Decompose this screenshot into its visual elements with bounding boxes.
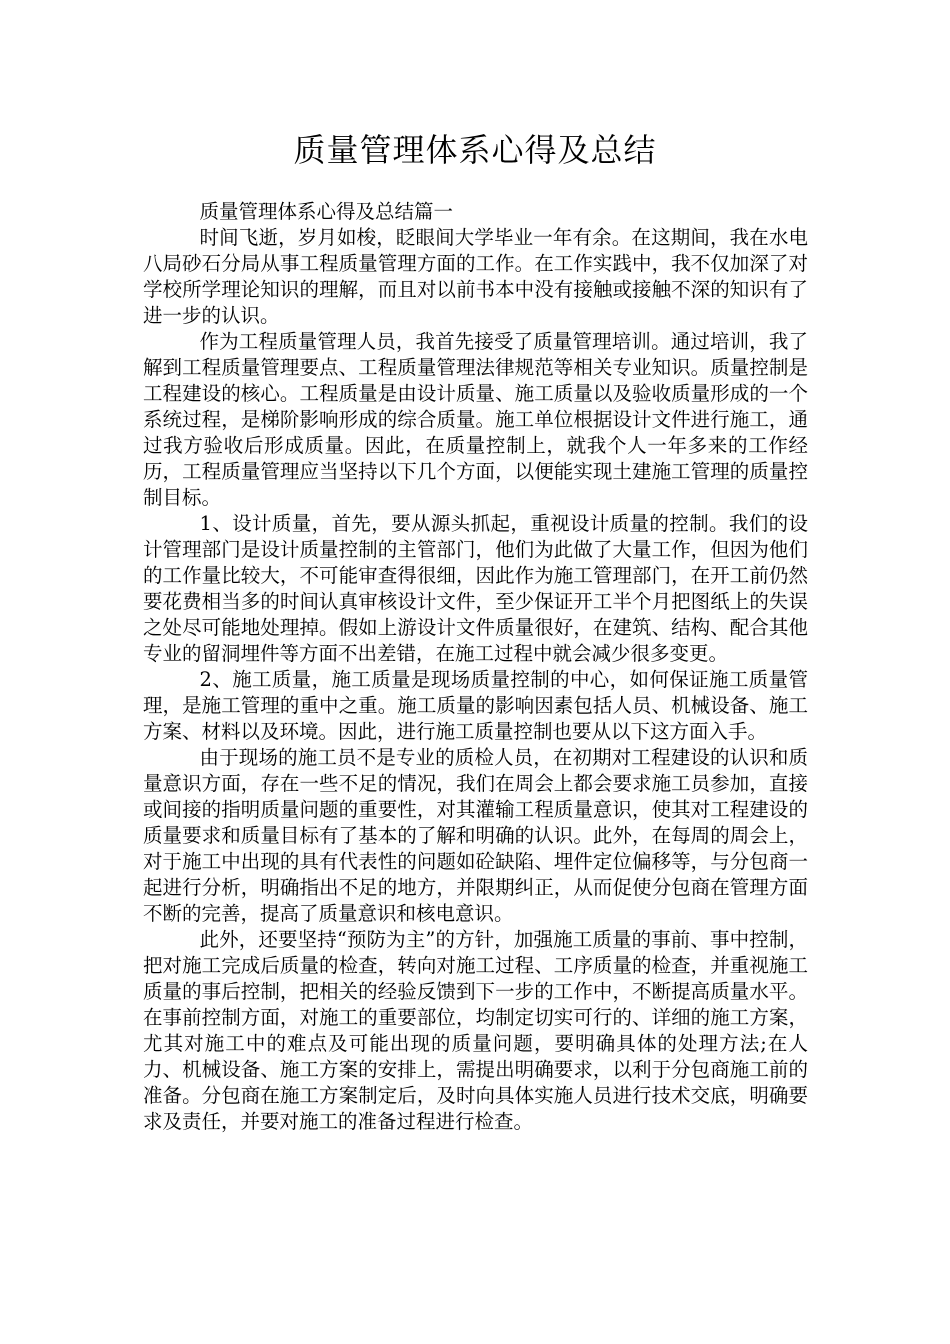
paragraph: 由于现场的施工员不是专业的质检人员，在初期对工程建设的认识和质量意识方面，存在一些不足的情况，我们在周会上都会要求施工员参加，直接或间接的指明质量问题的重要性，对其灌输工程质量意识，使其对工程建设的质量要求和质量目标有了基本的了解和明确的认识。此外，在每周的周会上，对于施工中出现的具有代表性的问题如砼缺陷、埋件定位偏移等，与分包商一起进行分析，明确指出不足的地方，并限期纠正，从而促使分包商在管理方面不断的完善，提高了质量意识和核电意识。 [143, 746, 808, 925]
document-body [143, 199, 808, 1135]
paragraph: 作为工程质量管理人员，我首先接受了质量管理培训。通过培训，我了解到工程质量管理要点、工程质量管理法律规范等相关专业知识。质量控制是工程建设的核心。工程质量是由设计质量、施工质量以及验收质量形成的一个系统过程，是梯阶影响形成的综合质量。施工单位根据设计文件进行施工，通过我方验收后形成质量。因此，在质量控制上，就我个人一年多来的工作经历，工程质量管理应当坚持以下几个方面，以便能实现土建施工管理的质量控制目标。 [143, 330, 808, 509]
paragraph: 此外，还要坚持“预防为主”的方针，加强施工质量的事前、事中控制，把对施工完成后质量的检查，转向对施工过程、工序质量的检查，并重视施工质量的事后控制，把相关的经验反馈到下一步的工作中，不断提高质量水平。在事前控制方面，对施工的重要部位，均制定切实可行的、详细的施工方案，尤其对施工中的难点及可能出现的质量问题，要明确具体的处理方法;在人力、机械设备、施工方案的安排上，需提出明确要求，以利于分包商施工前的准备。分包商在施工方案制定后，及时向具体实施人员进行技术交底，明确要求及责任，并要对施工的准备过程进行检查。 [143, 928, 808, 1133]
paragraph: 时间飞逝，岁月如梭，眨眼间大学毕业一年有余。在这期间，我在水电八局砂石分局从事工程质量管理方面的工作。在工作实践中，我不仅加深了对学校所学理论知识的理解，而且对以前书本中没有接触或接触不深的知识有了进一步的认识。 [143, 226, 808, 327]
section-heading: 质量管理体系心得及总结篇一 [199, 200, 454, 223]
document-title: 质量管理体系心得及总结 [293, 131, 657, 169]
paragraph: 1、设计质量，首先，要从源头抓起，重视设计质量的控制。我们的设计管理部门是设计质量控制的主管部门，他们为此做了大量工作，但因为他们的工作量比较大，不可能审查得很细，因此作为施工管理部门，在开工前仍然要花费相当多的时间认真审核设计文件，至少保证开工半个月把图纸上的失误之处尽可能地处理掉。假如上游设计文件质量很好，在建筑、结构、配合其他专业的留洞埋件等方面不出差错，在施工过程中就会减少很多变更。 [143, 512, 808, 665]
paragraph: 2、施工质量，施工质量是现场质量控制的中心，如何保证施工质量管理，是施工管理的重中之重。施工质量的影响因素包括人员、机械设备、施工方案、材料以及环境。因此，进行施工质量控制也要从以下这方面入手。 [143, 668, 808, 743]
